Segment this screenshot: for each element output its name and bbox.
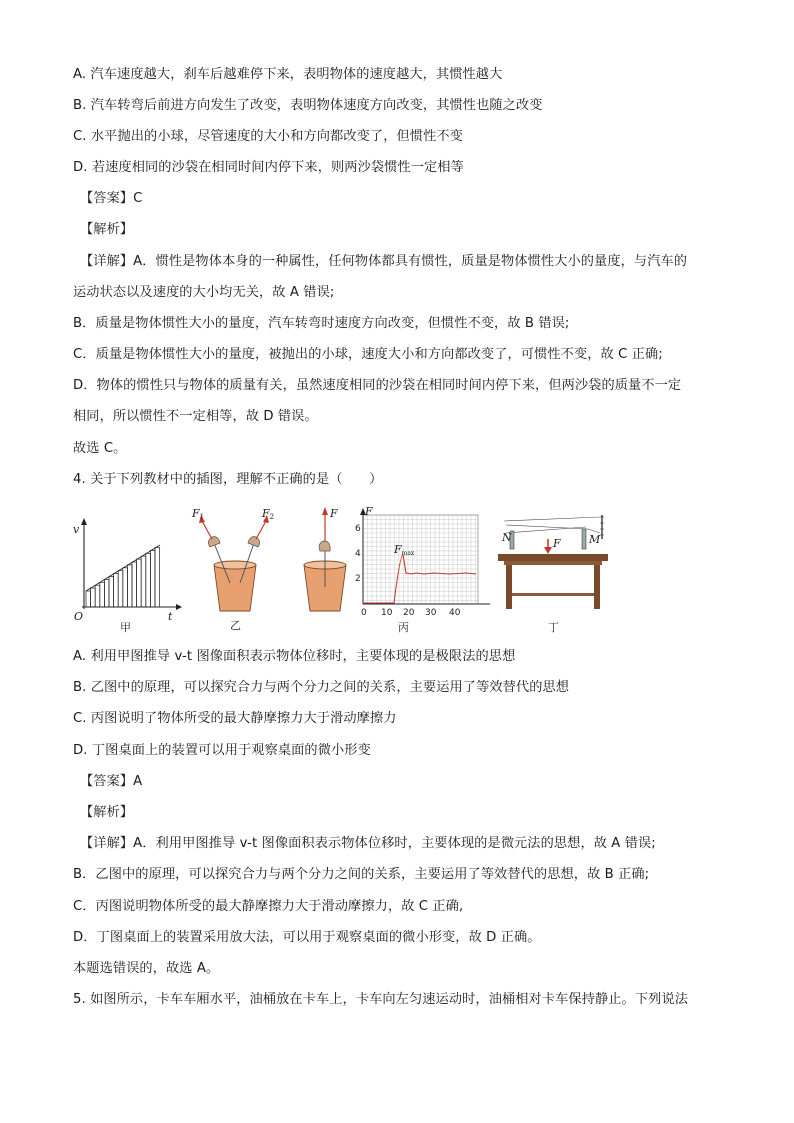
q4-detail-line-3: C．丙图说明物体所受的最大静摩擦力大于滑动摩擦力，故 C 正确,: [73, 899, 464, 914]
q4-detail-line-2: B．乙图中的原理，可以探究合力与两个分力之间的关系，主要运用了等效替代的思想，故 B 正确;: [73, 867, 650, 882]
bing-peak-label: Fmax: [394, 543, 415, 557]
jia-step-bar: [137, 559, 142, 607]
mirror-m: [582, 529, 586, 549]
q4-option-a: A. 利用甲图推导 v-t 图像面积表示物体位移时，主要体现的是极限法的思想: [73, 649, 516, 664]
q3-option-d: D. 若速度相同的沙袋在相同时间内停下来，则两沙袋惯性一定相等: [73, 160, 464, 175]
yi-f1-label: F1: [192, 507, 205, 521]
jia-step-bar: [141, 556, 146, 607]
bing-y-tick-6: 6: [355, 524, 361, 534]
ding-f-label: F: [553, 537, 561, 550]
figure-yi: [190, 503, 280, 639]
hand-icon: [319, 541, 330, 551]
bing-x-tick-20: 20: [403, 608, 415, 618]
jia-step-bar: [95, 585, 100, 607]
q3-conclusion: 故选 C。: [73, 441, 127, 456]
right-hand-icon: [248, 537, 260, 547]
figure-jia: [72, 503, 182, 639]
ding-light-beam: [504, 517, 600, 521]
single-force-label: F: [330, 507, 338, 520]
left-hand-icon: [208, 537, 220, 547]
jia-step-bar: [132, 562, 137, 607]
q4-option-c: C. 丙图说明了物体所受的最大静摩擦力大于滑动摩擦力: [73, 711, 397, 726]
q3-option-b: B. 汽车转弯后前进方向发生了改变，表明物体速度方向改变，其惯性也随之改变: [73, 98, 543, 113]
ding-m-label: M: [589, 533, 601, 546]
ding-caption: 丁: [548, 621, 559, 634]
jia-y-label: v: [73, 523, 80, 536]
jia-x-label: t: [168, 610, 173, 623]
q3-detail-line-1: 【详解】A．惯性是物体本身的一种属性，任何物体都具有惯性，质量是物体惯性大小的量度，与汽车的: [80, 254, 688, 269]
jia-step-bar: [100, 582, 105, 607]
bing-x-tick-40: 40: [449, 608, 461, 618]
q3-answer: 【答案】C: [80, 191, 143, 206]
figure-bing: [354, 503, 492, 639]
bing-caption: 丙: [398, 621, 409, 634]
jia-step-bar: [109, 577, 114, 608]
bing-x-tick-30: 30: [425, 608, 437, 618]
bing-x-tick-0: 0: [361, 608, 367, 618]
ding-table-leg-left: [506, 565, 512, 609]
q3-option-a: A. 汽车速度越大，刹车后越难停下来，表明物体的速度越大，其惯性越大: [73, 67, 503, 82]
q3-detail-line-2: 运动状态以及速度的大小均无关，故 A 错误;: [73, 285, 335, 300]
jia-origin-label: O: [74, 610, 84, 623]
q4-analysis-label: 【解析】: [80, 805, 134, 820]
jia-step-bar: [91, 588, 96, 607]
ding-force-arrow-icon: [544, 547, 552, 554]
q4-answer: 【答案】A: [80, 774, 143, 789]
jia-step-bar: [150, 550, 155, 607]
q3-option-c: C. 水平抛出的小球，尽管速度的大小和方向都改变了，但惯性不变: [73, 129, 463, 144]
ding-table-leg-right: [594, 565, 600, 609]
figure-single-force-bucket: [290, 503, 360, 639]
q4-option-d: D. 丁图桌面上的装置可以用于观察桌面的微小形变: [73, 743, 371, 758]
bing-y-tick-2: 2: [355, 574, 361, 584]
ding-n-label: N: [502, 531, 512, 544]
yi-bucket: [214, 565, 256, 611]
bing-grid: [363, 515, 478, 604]
jia-step-bar: [118, 571, 123, 607]
jia-step-bar: [114, 574, 119, 607]
bing-y-label: F: [365, 505, 373, 518]
q4-detail-line-4: D．丁图桌面上的装置采用放大法，可以用于观察桌面的微小形变，故 D 正确。: [73, 930, 541, 945]
q3-detail-line-3: B．质量是物体惯性大小的量度，汽车转弯时速度方向改变，但惯性不变，故 B 错误;: [73, 316, 570, 331]
figure-ding: [496, 503, 612, 639]
ding-table-top: [498, 554, 608, 561]
q5-stem: 5. 如图所示，卡车车厢水平，油桶放在卡车上，卡车向左匀速运动时，油桶相对卡车保持静止。下列说法: [73, 992, 689, 1007]
jia-step-bar: [123, 568, 128, 607]
bing-y-tick-4: 4: [355, 549, 361, 559]
q3-analysis-label: 【解析】: [80, 222, 134, 237]
q3-detail-line-5: D．物体的惯性只与物体的质量有关，虽然速度相同的沙袋在相同时间内停下来，但两沙袋的质量不一定: [73, 378, 682, 393]
jia-step-bar: [104, 579, 109, 607]
q4-option-b: B. 乙图中的原理，可以探究合力与两个分力之间的关系，主要运用了等效替代的思想: [73, 680, 570, 695]
q4-detail-line-1: 【详解】A．利用甲图推导 v-t 图像面积表示物体位移时，主要体现的是微元法的思想，故 A 错误;: [80, 836, 656, 851]
q4-figures: [72, 503, 612, 643]
q4-conclusion: 本题选错误的，故选 A。: [73, 961, 220, 976]
yi-caption: 乙: [230, 619, 241, 632]
q3-detail-line-6: 相同，所以惯性不一定相等，故 D 错误。: [73, 409, 318, 424]
q3-detail-line-4: C．质量是物体惯性大小的量度，被抛出的小球，速度大小和方向都改变了，可惯性不变，故 C 正确;: [73, 347, 663, 362]
jia-step-bar: [146, 553, 151, 607]
force-arrow-icon: [322, 507, 328, 515]
jia-step-bar: [86, 591, 91, 607]
jia-step-bar: [127, 565, 132, 607]
q4-stem: 4. 关于下列教材中的插图，理解不正确的是（ ）: [73, 472, 383, 487]
yi-f2-label: F2: [262, 507, 275, 521]
jia-step-bars: [86, 548, 160, 608]
bing-x-tick-10: 10: [381, 608, 393, 618]
jia-step-bar: [155, 548, 160, 608]
jia-caption: 甲: [120, 621, 131, 634]
